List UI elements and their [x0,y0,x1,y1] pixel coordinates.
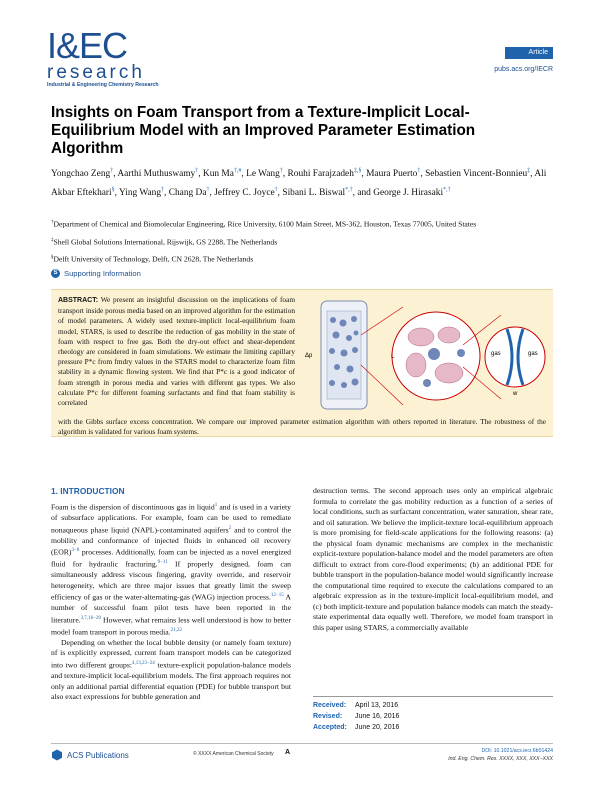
paragraph-text: A number of successful foam pilot tests have been reported in the literature. [51,592,291,625]
author-separator: , [530,169,535,180]
copyright-notice: © XXXX American Chemical Society [193,751,274,757]
paragraph-text: processes. Additionally, foam can be injected as a novel energized fluid for hydraulic fracturing. [51,547,291,569]
author-separator: , [209,187,215,198]
affiliation-text: Department of Chemical and Biomolecular Engineering, Rice University, 6100 Main Street, MS-362, Houston, Texas 77005, United States [53,219,477,229]
author-separator: , [198,169,203,180]
author-name[interactable]: Sibani L. Biswal [282,187,346,198]
reference-link[interactable]: 12−15 [270,593,284,599]
author-name[interactable]: Jeffrey C. Joyce [214,187,275,198]
author-affiliation-mark: ‡,§ [353,168,362,174]
date-label: Received: [313,702,347,709]
affiliation-mark: § [51,255,54,261]
affiliation-text: Shell Global Solutions International, Rijswijk, GS 2288, The Netherlands [53,237,278,247]
author-affiliation-mark: † [206,186,210,193]
supporting-info-label: Supporting Information [64,269,141,278]
abstract-body: We present an insightful discussion on the implications of foam transport inside porous media based on an improved algorithm for the estimation of model parameters. A widely used texture-implicit local-equilibrium foam model, STARS, is used to describe the reduction of gas mobility in the state of foam with respect to free gas. Both the dry-out effect and shear-dependent rheology are considered in foam simulations. We estimate the limiting capillary pressure P*c from fmdry values in the STARS model to characterize foam film stability in a dynamic flowing system. We find that P*c is a good indicator of foam strength in porous media and varies with different gas types. We also calculate P*c for different foaming surfactants and find that foam stability is correlated [58,295,295,408]
affiliation-line [51,252,551,266]
affiliation-mark: † [51,220,54,225]
reference-link[interactable]: 4,13,23−24 [131,660,155,666]
author-separator: , and [352,187,374,198]
graphic-w-label: w [513,391,518,397]
author-separator: , [241,169,247,180]
author-name[interactable]: Yongchao Zeng [51,169,111,180]
date-value: April 13, 2016 [355,702,399,709]
abstract-text [58,295,295,408]
reference-link[interactable]: 2 [228,525,232,531]
right-column-text: destruction terms. The second approach uses only an empirical algebraic formula to correlate the gas mobility reduction as a function of a series of local conditions, such as surfactant concentration, water saturation, shear rate, and oil saturation. We believe the implicit-texture local-equilibrium approach is more promising for field-scale applications for the following reasons: (a) the physical foam dynamic mechanisms are complex in the mechanistic explicit-texture population-balance model and the model parameters are often difficult to extract from core-flood experiments; (b) an additional PDE for bubble transport in the population-balance model would significantly increase the computational time required to execute the calculations compared to an algebraic expression as in the texture-implicit local-equilibrium model, and (c) both implicit-texture and population balance models can match the steady-state experimental data equally well. Therefore, we model foam transport in this paper using STARS, a commercially available [313,486,553,632]
author-separator: , [277,187,283,198]
reference-link[interactable]: 1 [214,503,218,508]
article-title: Insights on Foam Transport from a Texture-Implicit Local-Equilibrium Model with an Improved Parameter Estimation Algorithm [51,104,476,157]
supporting-info-link[interactable] [51,269,141,278]
author-separator: , [113,169,118,180]
graphic-gas-label: gas [491,351,501,357]
paragraph-text: and to control the mobility and conformance of injected fluids in enhanced oil recovery (EOR) [51,525,291,557]
date-row [313,722,553,733]
logo-main-text: I&EC [47,25,128,66]
affiliation-line [51,217,551,231]
author-separator: , [164,187,169,198]
author-affiliation-mark: † [195,168,199,174]
acs-hexagon-icon [51,749,63,761]
author-name[interactable]: Ali Akbar Eftekhari [51,169,547,198]
affiliation-line [51,235,551,249]
author-affiliation-mark: § [111,186,115,193]
doi-link[interactable]: DOI: 10.1021/acs.iecr.6b01424 [481,748,553,754]
paragraph-text: and is used in a variety of subsurface applications. For example, foam can be used to remediate nonaqueous phase liquid (NAPL)-contaminated aquifers [51,502,291,535]
author-separator: , [361,169,367,180]
affiliation-text: Delft University of Technology, Delft, CN 2628, The Netherlands [53,254,254,264]
date-value: June 20, 2016 [355,724,400,731]
reference-link[interactable]: 21,22 [170,627,182,633]
journal-citation: Ind. Eng. Chem. Res. XXXX, XXX, XXX−XXX [448,755,553,762]
doi-citation [420,748,553,763]
date-value: June 16, 2016 [355,713,400,720]
author-affiliation-mark: *,† [345,186,353,193]
graphic-gas-label-right: gas [528,351,538,357]
author-affiliation-mark: † [161,186,165,193]
paragraph-text: If properly designed, foam can simultaneously address viscous fingering, gravity override, and reservoir heterogeneity, which are three major issues that greatly limit the sweep efficiency of gas or the water-alternating-gas (WAG) injection process. [51,559,292,602]
author-affiliation-mark: *,† [443,186,451,193]
author-affiliation-mark: †,# [233,168,242,174]
affiliations [51,217,551,270]
author-name[interactable]: Aarthi Muthuswamy [117,169,196,180]
graphic-dp-label: Δp [305,353,313,359]
supporting-info-icon: S [51,269,60,278]
author-affiliation-mark: † [417,168,421,174]
paragraph-text: However, what remains less well understood is how to better model foam transport in porous media. [51,615,291,637]
logo-tagline: Industrial & Engineering Chemistry Research [47,82,159,88]
date-label: Revised: [313,713,343,720]
author-name[interactable]: Chang Da [168,187,207,198]
journal-logo [47,25,159,98]
author-name[interactable]: Maura Puerto [366,169,418,180]
author-name[interactable]: Le Wang [246,169,280,180]
acs-publications-label: ACS Publications [67,750,129,760]
abstract-tail: with the Gibbs surface excess concentration. We compare our improved parameter estimation algorithm with others reported in literature. The robustness of the algorithm is validated for various foam systems. [58,417,546,437]
intro-paragraph [51,501,291,638]
author-name[interactable]: Kun Ma [202,169,234,180]
abstract-label: ABSTRACT: [58,297,99,304]
affiliation-mark: ‡ [51,237,54,243]
publication-dates [313,696,553,733]
date-row [313,711,553,722]
article-type-tab: Article [505,47,553,59]
section-heading-introduction: 1. INTRODUCTION [51,486,125,496]
date-label: Accepted: [313,724,347,731]
journal-url-link[interactable]: pubs.acs.org/IECR [494,66,553,73]
acs-publications-logo[interactable] [51,749,129,761]
reference-link[interactable]: 3−8 [71,548,80,554]
author-name[interactable]: Ying Wang [119,187,162,198]
toc-graphic [303,295,546,417]
logo-sub-text: research [47,62,145,83]
reference-link[interactable]: 9−11 [157,560,168,566]
author-affiliation-mark: † [274,186,278,193]
date-row [313,700,553,711]
paragraph-text: texture-explicit population-balance models and texture-implicit local-equilibrium models. The first approach requires not only an additional partial differential equation (PDE) for bubble transport but also exact expressions for bubble generation and [51,660,291,701]
page-number: A [285,749,291,756]
author-separator: , [114,187,119,198]
author-separator: , [420,169,426,180]
reference-link[interactable]: 3,7,16−20 [80,615,101,621]
author-list [51,164,551,201]
author-affiliation-mark: ‡ [527,168,531,174]
graphic-l-label: L [391,354,395,360]
author-name[interactable]: Rouhi Farajzadeh [287,169,354,180]
footer-divider [51,743,553,744]
left-column-text [51,501,291,703]
author-affiliation-mark: † [279,168,283,174]
intro-paragraph [51,638,291,703]
author-affiliation-mark: † [110,168,114,174]
author-name[interactable]: George J. Hirasaki [373,187,444,198]
author-separator: , [282,169,288,180]
paragraph-text: Foam is the dispersion of discontinuous gas in liquid [51,502,215,512]
paragraph-text: Depending on whether the local bubble density (or namely foam texture) nf is explicitly expressed, current foam transport models can be categorized into two different groups: [51,637,291,670]
author-name[interactable]: Sebastien Vincent-Bonnieu [425,169,528,180]
